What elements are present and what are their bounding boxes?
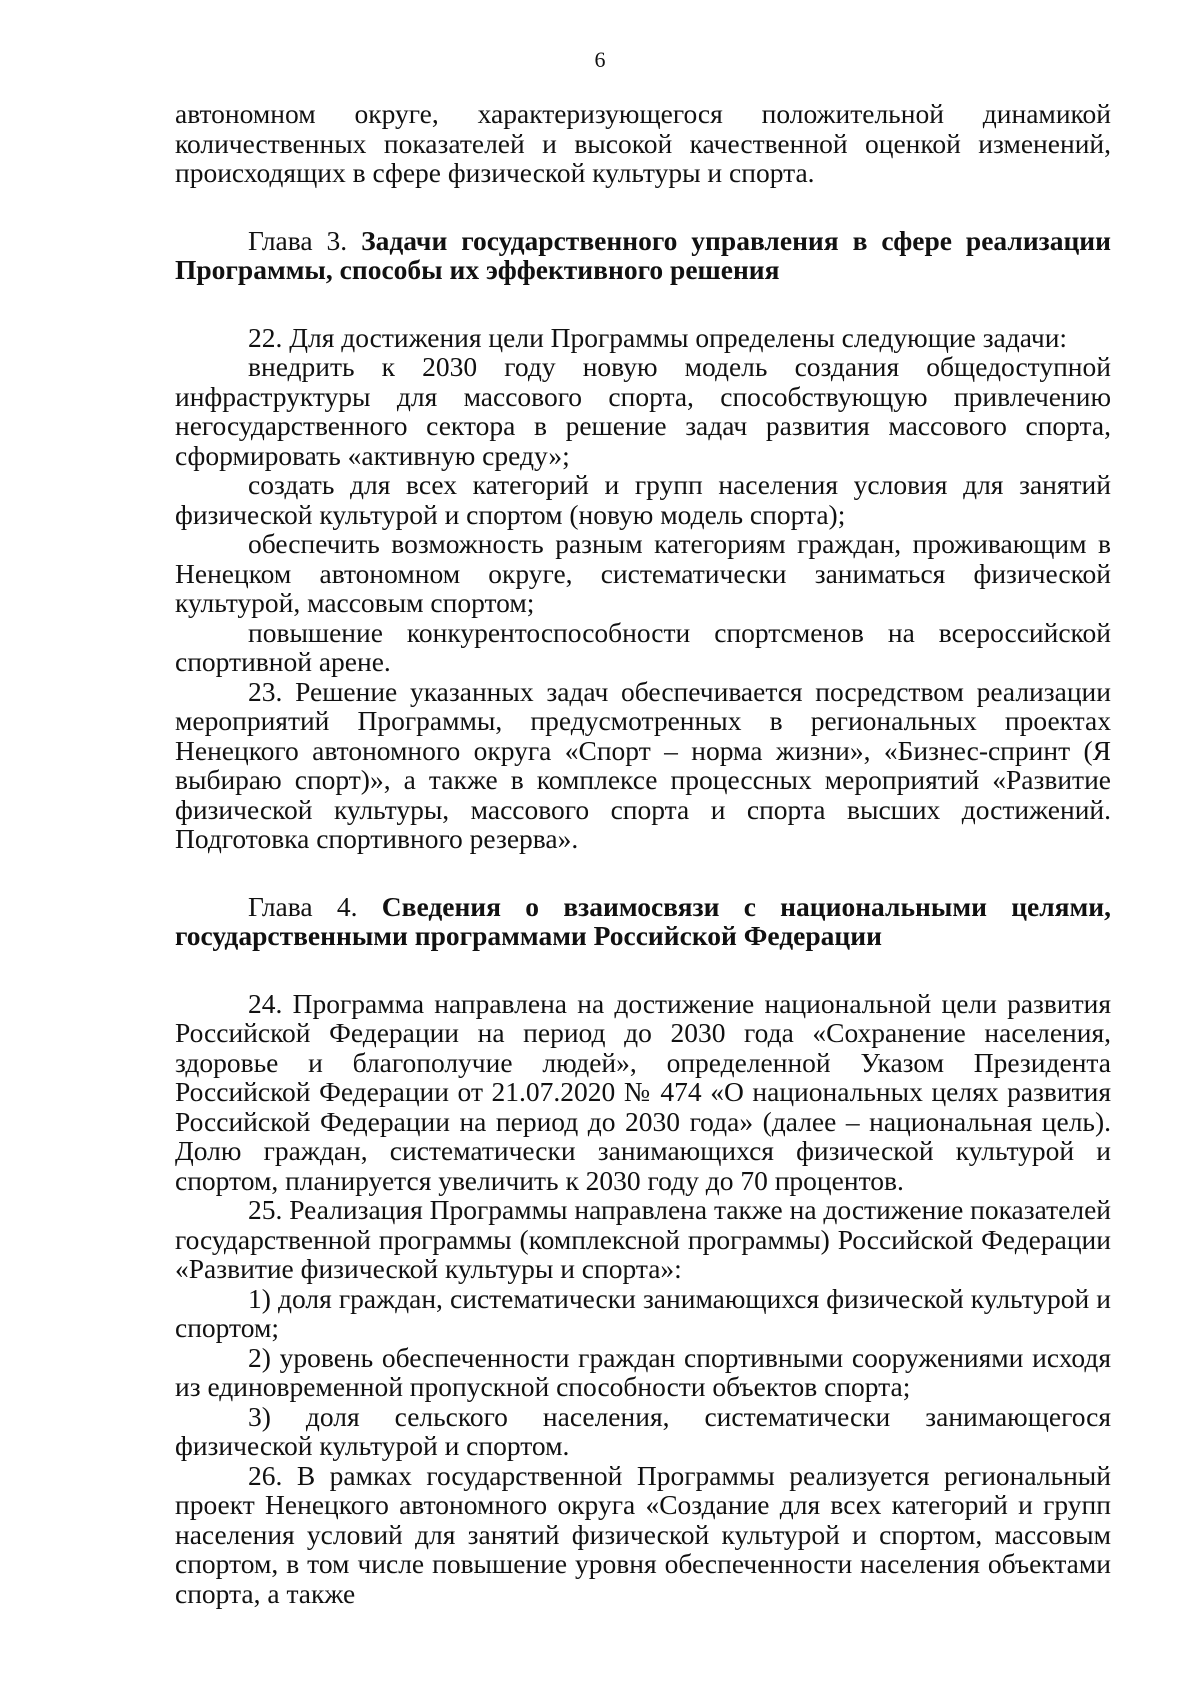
chapter-heading <box>175 892 1111 951</box>
paragraph: обеспечить возможность разным категориям граждан, проживающим в Ненецком автономном округе, систематически заниматься физической культурой, массовым спортом; <box>175 528 1111 618</box>
paragraph: внедрить к 2030 году новую модель создания общедоступной инфраструктуры для массового спорта, способствующую привлечению негосударственного сектора в решение задач развития массового спорта, сформировать «активную среду»; <box>175 351 1111 471</box>
chapter-title: Сведения о взаимосвязи с национальными целями, государственными программами Российской Федерации <box>175 890 1111 951</box>
paragraph: создать для всех категорий и групп населения условия для занятий физической культурой и спортом (новую модель спорта); <box>175 469 1111 530</box>
paragraph: 25. Реализация Программы направлена также на достижение показателей государственной программы (комплексной программы) Российской Федерации «Развитие физической культуры и спорта»: <box>175 1194 1111 1284</box>
chapter-number: Глава 3. <box>248 224 362 256</box>
section-gap <box>175 285 1111 323</box>
paragraph: 1) доля граждан, систематически занимающихся физической культурой и спортом; <box>175 1282 1111 1343</box>
paragraph: 24. Программа направлена на достижение национальной цели развития Российской Федерации на период до 2030 года «Сохранение населения, здоровье и благополучие людей», определенной Указом Президента Российской Федерации от 21.07.2020 № 474 «О национальных целях развития Российской Федерации на период до 2030 года» (далее – национальная цель). Долю граждан, систематически занимающихся физической культурой и спортом, планируется увеличить к 2030 году до 70 процентов. <box>175 987 1111 1196</box>
section-gap <box>175 188 1111 226</box>
section-gap <box>175 951 1111 989</box>
section-gap <box>175 854 1111 892</box>
paragraph: 3) доля сельского населения, систематически занимающегося физической культурой и спортом. <box>175 1400 1111 1461</box>
paragraph: 26. В рамках государственной Программы реализуется региональный проект Ненецкого автономного округа «Создание для всех категорий и групп населения условий для занятий физической культурой и спортом, массовым спортом, в том числе повышение уровня обеспеченности населения объектами спорта, а также <box>175 1459 1111 1609</box>
document-body <box>175 99 1111 1608</box>
paragraph: повышение конкурентоспособности спортсменов на всероссийской спортивной арене. <box>175 616 1111 677</box>
paragraph: автономном округе, характеризующегося положительной динамикой количественных показателей и высокой качественной оценкой изменений, происходящих в сфере физической культуры и спорта. <box>175 98 1111 188</box>
paragraph: 23. Решение указанных задач обеспечивается посредством реализации мероприятий Программы, предусмотренных в региональных проектах Ненецкого автономного округа «Спорт – норма жизни», «Бизнес-спринт (Я выбираю спорт)», а также в комплексе процессных мероприятий «Развитие физической культуры, массового спорта и спорта высших достижений. Подготовка спортивного резерва». <box>175 675 1111 854</box>
chapter-heading <box>175 226 1111 285</box>
paragraph: 22. Для достижения цели Программы определены следующие задачи: <box>248 321 1068 353</box>
paragraph: 2) уровень обеспеченности граждан спортивными сооружениями исходя из единовременной пропускной способности объектов спорта; <box>175 1341 1111 1402</box>
chapter-number: Глава 4. <box>248 890 382 922</box>
page-number: 6 <box>594 47 606 72</box>
chapter-title: Задачи государственного управления в сфере реализации Программы, способы их эффективного решения <box>175 224 1111 285</box>
